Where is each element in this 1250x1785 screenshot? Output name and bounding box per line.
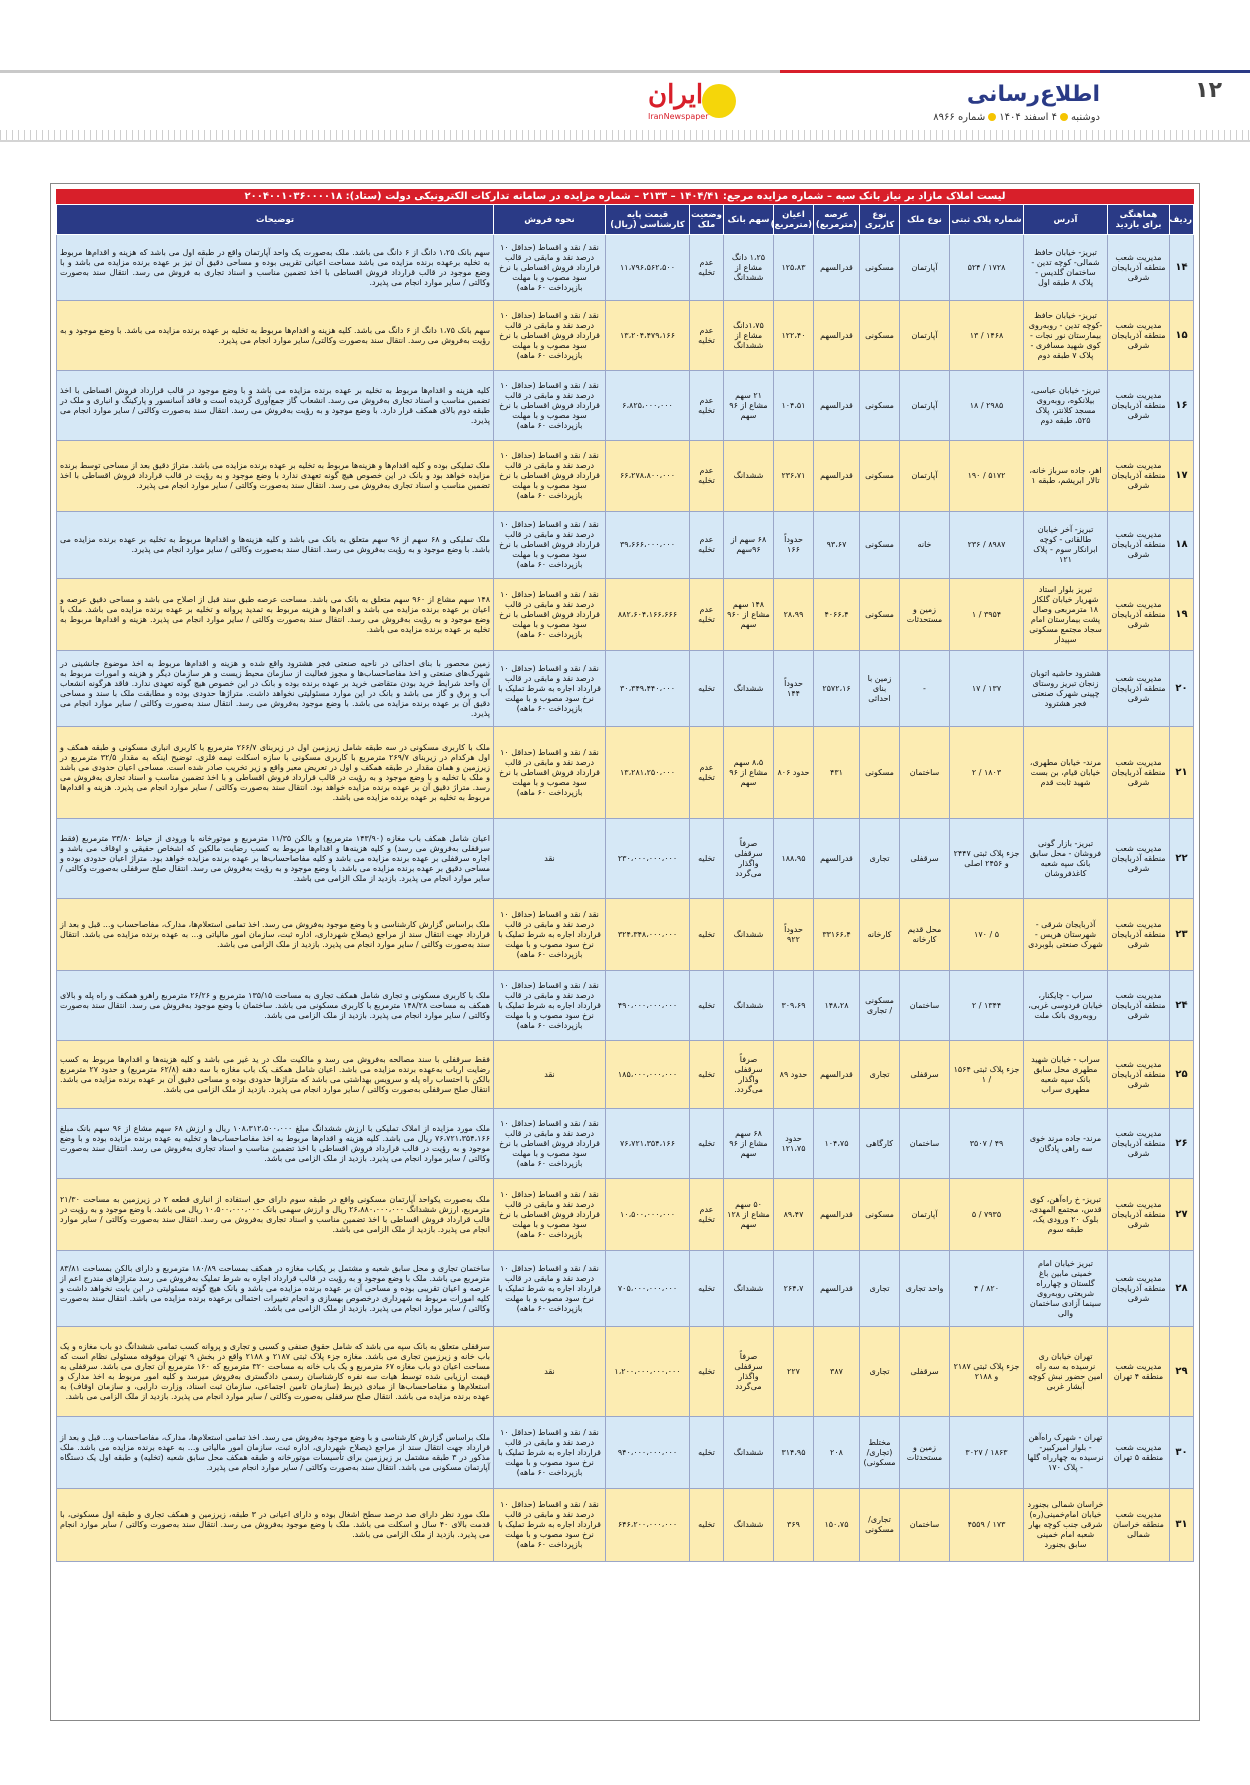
cell-type: ساختمان [900,1109,950,1179]
cell-ayan: ۲۸،۹۹ [774,579,814,651]
cell-n: ۱۸ [1170,512,1194,579]
cell-price: ۲۳۰،۰۰۰،۰۰۰،۰۰۰ [606,819,690,899]
cell-n: ۳۱ [1170,1489,1194,1562]
cell-status: تخلیه [690,819,724,899]
cell-arse: قدرالسهم [814,1251,860,1327]
col-header: هماهنگی برای بازدید [1108,205,1170,235]
table-row [57,1041,1194,1109]
table-row [57,727,1194,819]
cell-ayan: حدود ۸۹ [774,1041,814,1109]
cell-n: ۲۱ [1170,727,1194,819]
cell-addr: تهران خیابان ری نرسیده به سه راه امین حضور نبش کوچه آبشار غربی [1024,1327,1108,1417]
cell-plak: ۱۸۶۳ / ۳۰۲۷ [950,1417,1024,1489]
cell-plak: ۱۸۰۳ / ۲ [950,727,1024,819]
cell-share: ۱،۷۵دانگ مشاع از ششدانگ [724,301,774,371]
cell-ayan: ۳۰۹،۶۹ [774,971,814,1041]
cell-arse: قدرالسهم [814,819,860,899]
cell-status: تخلیه [690,1041,724,1109]
cell-price: ۱۱،۷۹۶،۵۶۲،۵۰۰ [606,235,690,301]
cell-arse: ۱۴۸،۲۸ [814,971,860,1041]
cell-sale: نقد / نقد و اقساط (حداقل ۱۰ درصد نقد و مابقی در قالب قرارداد اجاره به شرط تملیک با نرخ سود مصوب و با مهلت بازپرداخت ۶۰ ماهه) [494,1489,606,1562]
cell-sale: نقد / نقد و اقساط (حداقل ۱۰ درصد نقد و مابقی در قالب قرارداد فروش اقساطی با نرخ سود مصوب و با مهلت بازپرداخت ۶۰ ماهه) [494,301,606,371]
newspaper-logo [640,80,740,124]
cell-visit: مدیریت شعب منطقه آذربایجان شرقی [1108,1251,1170,1327]
cell-visit: مدیریت شعب منطقه آذربایجان شرقی [1108,899,1170,971]
cell-ayan: ۱۸۸،۹۵ [774,819,814,899]
cell-arse: ۴۳۱ [814,727,860,819]
table-row [57,899,1194,971]
cell-type: سرقفلی [900,1327,950,1417]
cell-share: صرفاً سرقفلی واگذار می‌گردد [724,1327,774,1417]
cell-arse: ۱۰۴،۷۵ [814,1109,860,1179]
cell-share: ۶۸ سهم مشاع از ۹۶ سهم [724,1109,774,1179]
cell-n: ۲۰ [1170,651,1194,727]
col-header: نحوه فروش [494,205,606,235]
cell-ayan: ۳۱۴،۹۵ [774,1417,814,1489]
cell-status: عدم تخلیه [690,371,724,441]
cell-n: ۲۵ [1170,1041,1194,1109]
col-header: وضعیت ملک [690,205,724,235]
cell-visit: مدیریت شعب منطقه ۴ تهران [1108,1327,1170,1417]
logo-sub: IranNewspaper [648,112,709,121]
cell-n: ۱۵ [1170,301,1194,371]
cell-addr: تبریز خیابان امام خمینی مابین باغ گلستان و چهارراه شریعتی روبه‌روی سینما آزادی ساختمان والی [1024,1251,1108,1327]
cell-price: ۴۹۰،۰۰۰،۰۰۰،۰۰۰ [606,971,690,1041]
cell-plak: ۱۷۳ / ۴۵۵۹ [950,1489,1024,1562]
cell-ayan: ۱۲۵،۸۳ [774,235,814,301]
cell-arse: ۴۰۶۶،۴ [814,579,860,651]
cell-visit: مدیریت شعب منطقه آذربایجان شرقی [1108,651,1170,727]
cell-addr: تبریز- خ راه‌آهن، کوی قدس، مجتمع المهدی، بلوک ۲۰ ورودی یک، طبقه سوم [1024,1179,1108,1251]
cell-type: ساختمان [900,971,950,1041]
cell-addr: سراب - چایکنار، خیابان فردوسی غربی، روبه‌روی بانک ملت [1024,971,1108,1041]
cell-visit: مدیریت شعب منطقه آذربایجان شرقی [1108,441,1170,512]
cell-addr: هشترود حاشیه اتوبان زنجان تبریز روستای چپینی شهرک صنعتی فجر هشترود [1024,651,1108,727]
cell-ayan: حدوداً ۱۴۴ [774,651,814,727]
cell-type: - [900,651,950,727]
cell-desc: ۱۴۸ سهم مشاع از ۹۶۰ سهم متعلق به بانک می باشد. مساحت عرصه طبق سند قبل از اصلاح می باشد و مساحی دقیق عرصه و اعیان بر عهده برنده مزایده می باشد و اقدام‌ها و هزینه مربوط به تمدید پروانه و تخلیه بر عهده برنده مزایده می باشد. ملک با وضع موجود و به رؤیت به‌فروش می رسد. انتقال سند به‌صورت وکالتی / سایر موارد انجام می پذیرد. هزینه و اقدام‌ها مربوط به تخلیه بر عهده برنده مزایده می باشد. [57,579,494,651]
cell-plak: ۱۳۷ / ۱۷ [950,651,1024,727]
cell-visit: مدیریت شعب منطقه خراسان شمالی [1108,1489,1170,1562]
cell-ayan: حدوداً ۱۶۶ [774,512,814,579]
cell-desc: سهم بانک ۱،۷۵ دانگ از ۶ دانگ می باشد. کلیه هزینه و اقدام‌ها مربوط به تخلیه بر عهده برنده مزایده می باشد. با وضع موجود و به رؤیت به‌فروش می رسد. انتقال سند به‌صورت وکالتی/ سایر موارد انجام می پذیرد. [57,301,494,371]
cell-price: ۳۹،۶۶۶،۰۰۰،۰۰۰ [606,512,690,579]
cell-type: آپارتمان [900,301,950,371]
cell-n: ۲۴ [1170,971,1194,1041]
cell-status: عدم تخلیه [690,235,724,301]
cell-plak: جزء پلاک ثبتی ۲۴۴۷ و ۲۴۵۶ اصلی [950,819,1024,899]
header-hatch [0,130,1250,140]
cell-sale: نقد / نقد و اقساط (حداقل ۱۰ درصد نقد و مابقی در قالب قرارداد اجاره به شرط تملیک با نرخ سود مصوب و با مهلت بازپرداخت ۶۰ ماهه) [494,1251,606,1327]
table-header [57,205,1194,235]
cell-addr: تهران - شهرک راه‌آهن - بلوار امیرکبیر- نرسیده به چهارراه گلها - پلاک ۱۷۰ [1024,1417,1108,1489]
cell-desc: ملک به‌صورت یکواحد آپارتمان مسکونی واقع در طبقه سوم دارای حق استفاده از انباری قطعه ۲ در زیرزمین به مساحت ۲۱/۳۰ مترمربع، ارزش ششدانگ ۲۶،۸۸۰،۰۰۰،۰۰۰ ریال و ارزش سهمی بانک ۱۰،۵۰۰،۰۰۰،۰۰۰ ریال می باشد. با وضع موجود و به رؤیت در قالب قرارداد فروش اقساطی با اخذ تضمین مناسب و اسناد تجاری به‌فروش می رسد. انتقال سند به‌صورت وکالتی / سایر موارد انجام می پذیرد. بازدید از ملک الزامی می باشد. [57,1179,494,1251]
cell-use: مسکونی [860,512,900,579]
cell-use: مسکونی [860,235,900,301]
cell-status: تخلیه [690,1327,724,1417]
cell-type: آپارتمان [900,371,950,441]
property-table [56,204,1194,1562]
cell-price: ۱۳،۲۸۱،۲۵۰،۰۰۰ [606,727,690,819]
cell-type: زمین و مستحدثات [900,579,950,651]
cell-share: ششدانگ [724,1417,774,1489]
cell-sale: نقد / نقد و اقساط (حداقل ۱۰ درصد نقد و مابقی در قالب قرارداد فروش اقساطی با نرخ سود مصوب و با مهلت بازپرداخت ۶۰ ماهه) [494,1109,606,1179]
cell-desc: ملک براساس گزارش کارشناسی و با وضع موجود به‌فروش می رسد. اخذ تمامی استعلام‌ها، مدارک، مفاصاحساب و... قبل و بعد از قرارداد جهت انتقال سند از مراجع ذیصلاح شهرداری، اداره ثبت، سازمان امور مالیاتی و... به عهده برنده مزایده می باشد. ملک مذکور در ۳ طبقه مشتمل بر زیرزمین برای تأسیسات موتورخانه و طبقه همکف محل سابق شعبه (تخلیه) و طبقه اول یک دستگاه آپارتمان مسکونی می باشد. انتقال سند به‌صورت وکالتی / سایر موارد انجام می پذیرد. [57,1417,494,1489]
table-row [57,371,1194,441]
header-navy-accent [1100,70,1250,73]
cell-sale: نقد / نقد و اقساط (حداقل ۱۰ درصد نقد و مابقی در قالب قرارداد فروش اقساطی با نرخ سود مصوب و با مهلت بازپرداخت ۶۰ ماهه) [494,579,606,651]
weekday: دوشنبه [1070,112,1100,123]
cell-visit: مدیریت شعب منطقه آذربایجان شرقی [1108,819,1170,899]
cell-status: تخلیه [690,1109,724,1179]
cell-type: واحد تجاری [900,1251,950,1327]
cell-share: صرفاً سرقفلی واگذار می‌گردد. [724,1041,774,1109]
cell-status: تخلیه [690,971,724,1041]
table-row [57,819,1194,899]
cell-ayan: حدود ۱۲۱،۷۵ [774,1109,814,1179]
cell-arse: قدرالسهم [814,441,860,512]
cell-desc: ملک براساس گزارش کارشناسی و با وضع موجود به‌فروش می رسد. اخذ تمامی استعلام‌ها، مدارک، مفاصاحساب و... قبل و بعد از قرارداد جهت انتقال سند از مراجع ذیصلاح شهرداری، اداره ثبت، سازمان امور مالیاتی و... به عهده برنده مزایده می باشد. انتقال سند به‌صورت وکالتی / سایر موارد انجام می پذیرد. بازدید از ملک الزامی می باشد. [57,899,494,971]
cell-share: ششدانگ [724,971,774,1041]
cell-n: ۲۸ [1170,1251,1194,1327]
cell-plak: ۷۹۳۵ / ۵ [950,1179,1024,1251]
cell-addr: تبریز- آخر خیابان طالقانی - کوچه ابرانکار سوم - پلاک ۱۲۱ [1024,512,1108,579]
cell-sale: نقد / نقد و اقساط (حداقل ۱۰ درصد نقد و مابقی در قالب قرارداد فروش اقساطی با نرخ سود مصوب و با مهلت بازپرداخت ۶۰ ماهه) [494,512,606,579]
cell-plak: ۵ / ۱۷۰ [950,899,1024,971]
cell-addr: خراسان شمالی بجنورد خیابان امام‌خمینی(ره) شرقی جنب کوچه بهار شعبه امام خمینی سابق بجنورد [1024,1489,1108,1562]
cell-desc: کلیه هزینه و اقدام‌ها مربوط به تخلیه بر عهده برنده مزایده می باشد و با وضع موجود در قالب قرارداد فروش اقساطی با اخذ تضمین مناسب و اسناد تجاری به‌فروش می رسد. انشعاب گاز جمع‌آوری گردیده است و فاقد آسانسور و پارکینگ و انباری و ملک در طبقه دوم بالای همکف قرار دارد. با وضع موجود و به رؤیت به‌فروش می رسد. انتقال سند به‌صورت وکالتی / سایر موارد انجام می پذیرد. [57,371,494,441]
cell-type: آپارتمان [900,441,950,512]
cell-type: ساختمان [900,1489,950,1562]
cell-price: ۸۸۲،۶۰۴،۱۶۶،۶۶۶ [606,579,690,651]
header-red-accent [780,70,1100,73]
cell-type: زمین و مستحدثات [900,1417,950,1489]
cell-use: مسکونی / تجاری [860,971,900,1041]
table-row [57,441,1194,512]
cell-status: تخلیه [690,1417,724,1489]
cell-price: ۷۶،۷۲۱،۳۵۴،۱۶۶ [606,1109,690,1179]
cell-desc: ملک تملیکی بوده و کلیه اقدام‌ها و هزینه‌ها مربوط به تخلیه بر عهده برنده مزایده می باشد. متراژ دقیق بعد از مساحی توسط برنده مزایده خواهد بود و بانک در این خصوص هیچ گونه تعهدی ندارد با وضع موجود و به رؤیت در قالب قرارداد فروش اقساطی با اخذ تضمین مناسب و اسناد تجاری به‌فروش می رسد. انتقال سند به‌صورت وکالتی / سایر موارد انجام می پذیرد. [57,441,494,512]
cell-arse: قدرالسهم [814,371,860,441]
col-header: عرصه (مترمربع) [814,205,860,235]
auction-notice [50,183,1200,1721]
cell-share: ششدانگ [724,651,774,727]
cell-ayan: ۱۰۴،۵۱ [774,371,814,441]
table-row [57,301,1194,371]
cell-desc: ساختمان تجاری و محل سابق شعبه و مشتمل بر یکباب مغازه در همکف بمساحت ۱۸۰/۸۹ مترمربع و دارای بالکن بمساحت ۸۳/۸۱ مترمربع می باشد. ملک با وضع موجود و به رؤیت در قالب قرارداد اجاره به شرط تملیک به‌فروش می رسد متراژهای مندرج اعم از عرصه و اعیان تقریبی بوده و مساحی آن بر عهده برنده مزایده می باشد و بانک هیچ گونه مسئولیتی در این بابت نخواهد داشت و کلیه امورات مربوط به شهرداری درخصوص بهسازی و انجام تغییرات احتمالی برعهده برنده مزایده می باشد. انتقال سند به‌صورت وکالتی / سایر موارد انجام می پذیرد. بازدید از ملک الزامی می باشد. [57,1251,494,1327]
cell-price: ۹۴۰،۰۰۰،۰۰۰،۰۰۰ [606,1417,690,1489]
section-title: اطلاع‌رسانی [966,82,1100,107]
cell-addr: تبریز بلوار استاد شهریار خیابان گلکار ۱۸ مترمربعی وصال پشت بیمارستان امام سجاد مجتمع مسکونی سپیدار [1024,579,1108,651]
col-header: توضیحات [57,205,494,235]
cell-type: آپارتمان [900,235,950,301]
cell-price: ۷۰۵،۰۰۰،۰۰۰،۰۰۰ [606,1251,690,1327]
cell-arse: ۳۸۷ [814,1327,860,1417]
cell-status: تخلیه [690,899,724,971]
cell-ayan: ۲۶۴،۷ [774,1251,814,1327]
cell-price: ۱۳،۲۰۴،۴۷۹،۱۶۶ [606,301,690,371]
cell-type: سرقفلی [900,1041,950,1109]
cell-desc: ملک با کاربری مسکونی و تجاری شامل همکف تجاری به مساحت ۱۳۵/۱۵ مترمربع و ۲۶/۲۶ مترمربع راهرو همکف و راه پله و بالای همکف به مساحت ۱۴۸/۲۸ مترمربع با کاربری مسکونی می باشد. ساختمان با وضع موجود به‌فروش می رسد. انتقال سند به‌صورت وکالتی / سایر موارد انجام می پذیرد. بازدید از ملک الزامی می باشد. [57,971,494,1041]
cell-addr: مرند- جاده مرند خوی سه راهی پادگان [1024,1109,1108,1179]
cell-sale: نقد / نقد و اقساط (حداقل ۱۰ درصد نقد و مابقی در قالب قرارداد اجاره به شرط تملیک با نرخ سود مصوب و با مهلت بازپرداخت ۶۰ ماهه) [494,1417,606,1489]
cell-visit: مدیریت شعب منطقه آذربایجان شرقی [1108,235,1170,301]
cell-plak: ۸۲۰ / ۴ [950,1251,1024,1327]
cell-price: ۱۰،۵۰۰،۰۰۰،۰۰۰ [606,1179,690,1251]
header-bottom-rule [0,140,1250,142]
date-line [933,112,1100,123]
cell-addr: تبریز- خیابان حافظ -کوچه تدین - روبه‌روی بیمارستان نور نجات - کوی شهید مسافری - پلاک ۷ طبقه دوم [1024,301,1108,371]
table-row [57,512,1194,579]
cell-use: کارخانه [860,899,900,971]
cell-status: تخلیه [690,651,724,727]
table-row [57,1179,1194,1251]
table-row [57,579,1194,651]
cell-n: ۲۷ [1170,1179,1194,1251]
cell-arse: ۲۰۸ [814,1417,860,1489]
cell-type: محل قدیم کارخانه [900,899,950,971]
cell-status: تخلیه [690,1489,724,1562]
cell-arse: ۹۳،۶۷ [814,512,860,579]
cell-price: ۳۰،۳۴۹،۴۴۰،۰۰۰ [606,651,690,727]
cell-plak: ۴۹ / ۳۵۰۷ [950,1109,1024,1179]
cell-share: ششدانگ [724,1251,774,1327]
cell-ayan: ۳۶۹ [774,1489,814,1562]
cell-plak: جزء پلاک ثبتی ۱۵۶۴ / ۱ [950,1041,1024,1109]
cell-share: ۱۴۸ سهم مشاع از ۹۶۰ سهم [724,579,774,651]
cell-visit: مدیریت شعب منطقه آذربایجان شرقی [1108,371,1170,441]
cell-addr: اهر، جاده سرباز خانه، تالار ابریشم، طبقه ۱ [1024,441,1108,512]
cell-n: ۲۲ [1170,819,1194,899]
cell-use: مختلط (تجاری/ مسکونی) [860,1417,900,1489]
cell-use: مسکونی [860,301,900,371]
cell-use: مسکونی [860,579,900,651]
cell-share: ششدانگ [724,441,774,512]
cell-n: ۱۷ [1170,441,1194,512]
cell-visit: مدیریت شعب منطقه آذربایجان شرقی [1108,579,1170,651]
cell-plak: ۱۴۶۸ / ۱۳ [950,301,1024,371]
col-header: نوع ملک [900,205,950,235]
col-header: قیمت پایه کارشناسی (ریال) [606,205,690,235]
cell-plak: ۲۹۸۵ / ۱۸ [950,371,1024,441]
cell-use: تجاری/ مسکونی [860,1489,900,1562]
cell-n: ۲۶ [1170,1109,1194,1179]
table-row [57,1251,1194,1327]
cell-price: ۶۴۶،۲۰۰،۰۰۰،۰۰۰ [606,1489,690,1562]
cell-ayan: ۸۹،۴۷ [774,1179,814,1251]
logo-word: ایران [648,80,704,110]
cell-desc: فقط سرقفلی با سند مصالحه به‌فروش می رسد و مالکیت ملک در ید غیر می باشد و کلیه هزینه‌ها و اقدام‌ها مربوط به کسب رضایت ارباب به‌عهده برنده مزایده می باشد. اعیان شامل همکف یک باب مغازه با سه دهنه (۶۲/۸ مترمربع) و حدود ۲۷ مترمربع بالکن با احتساب راه پله و سرویس بهداشتی می باشد که متراژها حدودی بوده و مساحی دقیق آن بر عهده برنده مزایده می باشد. انتقال صلح سرقفلی به‌صورت وکالتی / سایر موارد انجام می پذیرد. بازدید از ملک الزامی می باشد. [57,1041,494,1109]
cell-sale: نقد / نقد و اقساط (حداقل ۱۰ درصد نقد و مابقی در قالب قرارداد فروش اقساطی با نرخ سود مصوب و با مهلت بازپرداخت ۶۰ ماهه) [494,1179,606,1251]
cell-plak: ۱۷۲۸ / ۵۲۴ [950,235,1024,301]
cell-status: عدم تخلیه [690,512,724,579]
cell-visit: مدیریت شعب منطقه آذربایجان شرقی [1108,1109,1170,1179]
table-row [57,1489,1194,1562]
col-header: سهم بانک [724,205,774,235]
cell-n: ۲۹ [1170,1327,1194,1417]
cell-share: ۸،۵ سهم مشاع از ۹۶ سهم [724,727,774,819]
cell-ayan: ۲۲۷ [774,1327,814,1417]
cell-status: عدم تخلیه [690,1179,724,1251]
col-header: شماره پلاک ثبتی [950,205,1024,235]
cell-price: ۱۸۵،۰۰۰،۰۰۰،۰۰۰ [606,1041,690,1109]
cell-status: عدم تخلیه [690,727,724,819]
cell-desc: سهم بانک ۱،۲۵ دانگ از ۶ دانگ می باشد. ملک به‌صورت یک واحد آپارتمان واقع در طبقه اول می باشد که هزینه و اقدام‌ها مربوط به تخلیه برعهده برنده مزایده می باشد مساحت اعیانی تقریبی بوده و مساحی دقیق آن نیز بر عهده برنده مزایده می باشد و با وضع موجود در قالب قرارداد فروش اقساطی با اخذ تضمین مناسب و اسناد تجاری به فروش می رسد. انتقال سند به‌صورت وکالتی / سایر موارد انجام می پذیرد. [57,235,494,301]
cell-type: ساختمان [900,727,950,819]
cell-arse: قدرالسهم [814,301,860,371]
cell-addr: تبریز- بازار گونی فروشان - محل سابق بانک سپه شعبه کاغذفروشان [1024,819,1108,899]
col-header: آدرس [1024,205,1108,235]
col-header: اعیان (مترمربع) [774,205,814,235]
cell-arse: قدرالسهم [814,1179,860,1251]
cell-arse: ۲۵۷۲،۱۶ [814,651,860,727]
cell-use: کارگاهی [860,1109,900,1179]
issue-number: شماره ۸۹۶۶ [933,112,986,123]
col-header: ردیف [1170,205,1194,235]
table-row [57,1327,1194,1417]
cell-share: ۲۱ سهم مشاع از ۹۶ سهم [724,371,774,441]
cell-arse: ۳۳۱۶۶،۴ [814,899,860,971]
cell-status: عدم تخلیه [690,301,724,371]
cell-n: ۱۹ [1170,579,1194,651]
cell-sale: نقد / نقد و اقساط (حداقل ۱۰ درصد نقد و مابقی در قالب قرارداد فروش اقساطی با نرخ سود مصوب و با مهلت بازپرداخت ۶۰ ماهه) [494,235,606,301]
table-row [57,1417,1194,1489]
cell-sale: نقد / نقد و اقساط (حداقل ۱۰ درصد نقد و مابقی در قالب قرارداد اجاره به شرط تملیک با نرخ سود مصوب و با مهلت بازپرداخت ۶۰ ماهه) [494,899,606,971]
cell-use: مسکونی [860,727,900,819]
date-value: ۴ اسفند ۱۴۰۴ [999,112,1057,123]
cell-share: ۶۸ سهم از ۹۶سهم [724,512,774,579]
cell-addr: آذربایجان شرقی - شهرستان هریس - شهرک صنعتی بلوبردی [1024,899,1108,971]
cell-addr: تبریز- خیابان حافظ شمالی- کوچه تدین - ساختمان گلدیس - پلاک ۸ طبقه اول [1024,235,1108,301]
page-number: ۱۲ [1195,78,1222,103]
cell-sale: نقد [494,1327,606,1417]
cell-desc: اعیان شامل همکف باب مغازه (۱۴۳/۹۰ مترمربع) و بالکن ۱۱/۳۵ مترمربع و موتورخانه با ورودی از حیاط ۳۳/۸۰ مترمربع (فقط سرقفلی به‌فروش می رسد) و کلیه هزینه‌ها و اقدام‌ها مربوط به کسب رضایت مالکین که اشخاص حقیقی و اوقاف می باشد و اجاره سرقفلی بر عهده برنده مزایده می باشد و کلیه مفاصاحساب‌ها بر عهده برنده مزایده خواهد بود. متراژ اعیان حدودی بوده و مساحی دقیق بر عهده برنده مزایده می باشد. با وضع موجود و به رؤیت به‌فروش می رسد. انتقال صلح سرقفلی به‌صورت وکالتی / سایر موارد انجام می پذیرد. بازدید از ملک الزامی می باشد. [57,819,494,899]
cell-plak: ۱۳۴۴ / ۲ [950,971,1024,1041]
cell-share: ششدانگ [724,899,774,971]
cell-share: ششدانگ [724,1489,774,1562]
cell-plak: جزء پلاک ثبتی ۲۱۸۷ و ۲۱۸۸ [950,1327,1024,1417]
cell-plak: ۵۱۷۲ / ۱۹۰ [950,441,1024,512]
cell-sale: نقد / نقد و اقساط (حداقل ۱۰ درصد نقد و مابقی در قالب قرارداد فروش اقساطی با نرخ سود مصوب و با مهلت بازپرداخت ۶۰ ماهه) [494,727,606,819]
cell-sale: نقد [494,819,606,899]
notice-banner: لیست املاک مازاد بر نیاز بانک سپه – شماره مزایده مرجع: ۱۴۰۴/۴۱ – ۲۱۳۳ – شماره مزایده در سامانه تدارکات الکترونیکی دولت (ستاد): ۲۰۰۴۰۰۱۰۳۶۰۰۰۰۱۸ [56,189,1194,204]
table-row [57,1109,1194,1179]
cell-n: ۳۰ [1170,1417,1194,1489]
cell-desc: زمین محصور با بنای احداثی در ناحیه صنعتی فجر هشترود واقع شده و هزینه و اقدام‌ها مربوط به اخذ موضوع جانشینی در شهرک‌های صنعتی و اخذ مفاصاحساب‌ها و مجوز فعالیت از سازمان محیط زیست و هر سازمان دیگر و هزینه و امورات مربوط به آن واحد شرایط خرید بودن متقاضی خرید بر عهده برنده بوده و بانک در این خصوص هیچ گونه تعهدی ندارد. فاقد هرگونه انشعاب آب و برق و گاز می باشد و بانک در این موارد مسئولیتی نخواهد داشت. متراژها حدودی بوده و مطابقت ملک با سند و مساحی دقیق آن بر عهده برنده مزایده می باشد. با وضع موجود به‌فروش می رسد. انتقال سند به‌صورت وکالتی / سایر موارد انجام می پذیرد. [57,651,494,727]
cell-ayan: ۲۳۶،۷۱ [774,441,814,512]
cell-share: صرفاً سرقفلی واگذار می‌گردد [724,819,774,899]
cell-visit: مدیریت شعب منطقه آذربایجان شرقی [1108,512,1170,579]
cell-plak: ۳۹۵۴ / ۱ [950,579,1024,651]
cell-use: مسکونی [860,371,900,441]
dot-icon [1060,113,1068,121]
cell-use: تجاری [860,1041,900,1109]
cell-desc: ملک تملیکی و ۶۸ سهم از ۹۶ سهم متعلق به بانک می باشد و کلیه هزینه‌ها و اقدام‌ها مربوط به تخلیه بر عهده برنده مزایده می باشد. با وضع موجود و به رؤیت به‌فروش می رسد. انتقال سند به‌صورت وکالتی / سایر موارد انجام می پذیرد. [57,512,494,579]
cell-price: ۶،۸۲۵،۰۰۰،۰۰۰ [606,371,690,441]
table-row [57,651,1194,727]
cell-desc: ملک با کاربری مسکونی در سه طبقه شامل زیرزمین اول در زیربنای ۲۶۶/۷ مترمربع با کاربری انباری مسکونی و طبقه همکف و اول هرکدام در زیربنای ۲۶۹/۷ مترمربع با کاربری مسکونی با سازه اسکلت نیمه فلزی. توضیح اینکه به مقدار ۳۲/۵ مترمربع در زیرزمین و همان مقدار در طبقه همکف و اول در تعریض معبر واقع و زیر تخریب صادر شده است. مساحی اعیان حدودی می باشد و ملک با تخلیه و با وضع موجود و به رؤیت در قالب قرارداد فروش اقساطی و با اخذ تضمین مناسب و اسناد تجاری به‌فروش می رسد. متراژ دقیق آن بر عهده برنده مزایده خواهد بود. انتقال سند به‌صورت وکالتی / سایر موارد انجام می پذیرد. هزینه و اقدام‌ها مربوط به تخلیه بر عهده برنده مزایده می باشد. [57,727,494,819]
cell-n: ۲۳ [1170,899,1194,971]
cell-ayan: حدوداً ۹۲۲ [774,899,814,971]
cell-use: مسکونی [860,1179,900,1251]
cell-ayan: حدود ۸۰۶ [774,727,814,819]
cell-addr: تبریز- خیابان عباسی، بیلانکوه، روبه‌روی مسجد کلانتر، پلاک ۵۲۵، طبقه دوم [1024,371,1108,441]
cell-price: ۱،۲۰۰،۰۰۰،۰۰۰،۰۰۰ [606,1327,690,1417]
cell-use: تجاری [860,1251,900,1327]
cell-n: ۱۶ [1170,371,1194,441]
cell-visit: مدیریت شعب منطقه آذربایجان شرقی [1108,301,1170,371]
cell-use: زمین با بنای احداثی [860,651,900,727]
cell-n: ۱۴ [1170,235,1194,301]
cell-price: ۶۶،۲۷۸،۸۰۰،۰۰۰ [606,441,690,512]
cell-status: عدم تخلیه [690,579,724,651]
cell-type: آپارتمان [900,1179,950,1251]
cell-visit: مدیریت شعب منطقه آذربایجان شرقی [1108,1041,1170,1109]
cell-use: تجاری [860,1327,900,1417]
cell-arse: قدرالسهم [814,235,860,301]
cell-type: خانه [900,512,950,579]
cell-share: ۱،۲۵ دانگ مشاع از ششدانگ [724,235,774,301]
cell-desc: سرقفلی متعلق به بانک سپه می باشد که شامل حقوق صنفی و کسبی و تجاری و پروانه کسب تمامی ششدانگ دو باب مغازه و یک باب خانه و زیرزمین تجاری می باشد. مغازه جزء پلاک ثبتی ۲۱۸۷ و ۲۱۸۸ واقع در بخش ۹ تهران موقوفه مسئولی نظام است که مساحت اعیان دو باب مغازه ۶۷ مترمربع و یک باب خانه به مساحت ۳۲۰ مترمربع که ۱۶۰ مترمربع آن تجاری می باشد. سرقفلی به قیمت ارزیابی شده توسط هیات سه نفره کارشناسان رسمی دادگستری به‌فروش میرسد و کلیه امور مربوط به اخذ مدارک و استعلام‌ها و مفاصاحساب‌ها از مبادی ذیربط (سازمان تامین اجتماعی، سازمان ثبت اسناد، وزارت دارایی، و سازمان اوقاف) به عهده برنده مزایده می باشد. انتقال صلح سرقفلی به‌صورت وکالتی / سایر موارد انجام می پذیرد. بازدید از ملک الزامی می باشد. [57,1327,494,1417]
cell-sale: نقد / نقد و اقساط (حداقل ۱۰ درصد نقد و مابقی در قالب قرارداد فروش اقساطی با نرخ سود مصوب و با مهلت بازپرداخت ۶۰ ماهه) [494,371,606,441]
cell-arse: قدرالسهم [814,1041,860,1109]
cell-addr: سراب - خیابان شهید مطهری محل سابق بانک سپه شعبه مطهری سراب [1024,1041,1108,1109]
cell-arse: ۱۵۰،۷۵ [814,1489,860,1562]
cell-addr: مرند- خیابان مطهری، خیابان قیام، بن بست شهید ثابت قدم [1024,727,1108,819]
dot-icon [988,113,996,121]
cell-desc: ملک مورد مزایده از املاک تملیکی با ارزش ششدانگ مبلغ ۱۰۸،۳۱۲،۵۰۰،۰۰۰ ریال و ارزش ۶۸ سهم مشاع از ۹۶ سهم بانک مبلغ ۷۶،۷۲۱،۳۵۴،۱۶۶ ریال می باشد. کلیه هزینه و اقدام‌ها مربوط به اخذ مفاصاحساب‌ها و تخلیه به عهده برنده مزایده بوده و با وضع موجود و به رؤیت در قالب قرارداد فروش اقساطی با اخذ تضمین مناسب و اسناد تجاری به‌فروش می رسد. انتقال سند به‌صورت وکالتی / سایر موارد انجام می پذیرد. بازدید از ملک الزامی می باشد. [57,1109,494,1179]
cell-ayan: ۱۲۲،۴۰ [774,301,814,371]
cell-status: تخلیه [690,1251,724,1327]
cell-plak: ۸۹۸۷ / ۲۳۶ [950,512,1024,579]
cell-visit: مدیریت شعب منطقه آذربایجان شرقی [1108,727,1170,819]
table-row [57,971,1194,1041]
cell-visit: مدیریت شعب منطقه آذربایجان شرقی [1108,1179,1170,1251]
col-header: نوع کاربری [860,205,900,235]
cell-type: سرقفلی [900,819,950,899]
cell-use: تجاری [860,819,900,899]
cell-status: عدم تخلیه [690,441,724,512]
cell-visit: مدیریت شعب منطقه آذربایجان شرقی [1108,971,1170,1041]
cell-sale: نقد / نقد و اقساط (حداقل ۱۰ درصد نقد و مابقی در قالب قرارداد فروش اقساطی با نرخ سود مصوب و با مهلت بازپرداخت ۶۰ ماهه) [494,441,606,512]
cell-visit: مدیریت شعب منطقه ۵ تهران [1108,1417,1170,1489]
cell-share: ۵۰ سهم مشاع از ۱۲۸ سهم [724,1179,774,1251]
table-row [57,235,1194,301]
cell-desc: ملک مورد نظر دارای صد درصد سطح اشغال بوده و دارای اعیانی در ۳ طبقه، زیرزمین و همکف تجاری و طبقه اول مسکونی، با قدمت بالای ۴۰ سال و اسکلت می باشد. ملک با وضع موجود به‌فروش می رسد. انتقال سند به‌صورت وکالتی / سایر موارد انجام می پذیرد. بازدید از ملک الزامی می باشد. [57,1489,494,1562]
cell-sale: نقد [494,1041,606,1109]
cell-sale: نقد / نقد و اقساط (حداقل ۱۰ درصد نقد و مابقی در قالب قرارداد اجاره به شرط تملیک با نرخ سود مصوب و با مهلت بازپرداخت ۶۰ ماهه) [494,971,606,1041]
cell-use: مسکونی [860,441,900,512]
cell-sale: نقد / نقد و اقساط (حداقل ۱۰ درصد نقد و مابقی در قالب قرارداد اجاره به شرط تملیک با نرخ سود مصوب و با مهلت بازپرداخت ۶۰ ماهه) [494,651,606,727]
cell-price: ۳۲۴،۳۴۸،۰۰۰،۰۰۰ [606,899,690,971]
